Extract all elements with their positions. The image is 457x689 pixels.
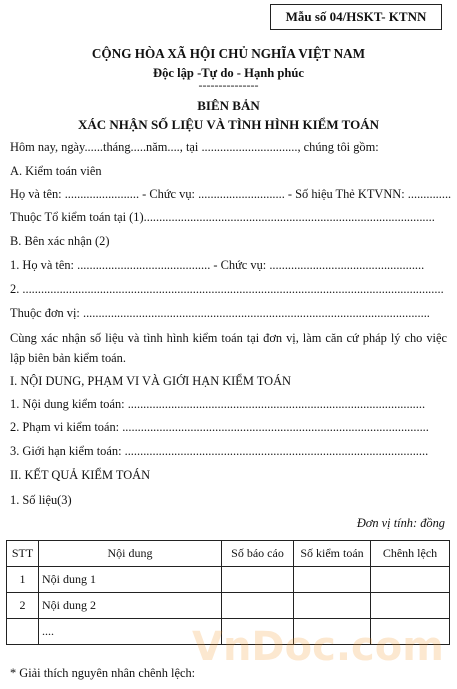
cell-audited: [294, 593, 371, 619]
section-a-heading: A. Kiểm toán viên: [10, 164, 102, 178]
cell-reported: [222, 593, 294, 619]
table-header-row: [7, 541, 450, 567]
document-title: BIÊN BẢN: [197, 98, 260, 113]
audit-limit-line: 3. Giới hạn kiểm toán: ..................................................................................................: [10, 444, 429, 458]
cell-stt: [7, 619, 39, 645]
audit-content-line: 1. Nội dung kiểm toán: ................................................................................................: [10, 397, 426, 411]
cell-difference: [371, 593, 450, 619]
section-b-heading: B. Bên xác nhận (2): [10, 234, 110, 248]
form-code-box: Mẫu số 04/HSKT- KTNN: [270, 4, 442, 30]
intro-line: Hôm nay, ngày......tháng.....năm...., tại ..............................., chúng tôi gồm:: [10, 140, 379, 154]
confirmer-1-line: 1. Họ và tên: ........................................... - Chức vụ: ..................................................: [10, 258, 425, 272]
cell-stt: 2: [7, 593, 39, 619]
agreement-paragraph: Cùng xác nhận số liệu và tình hình kiểm toán tại đơn vị, làm căn cứ pháp lý cho việc lập biên bản kiểm toán.: [10, 331, 447, 365]
cell-content: Nội dung 2: [39, 593, 222, 619]
table-row: [7, 593, 450, 619]
unit-note: Đơn vị tính: đồng: [356, 516, 445, 530]
table-row: [7, 567, 450, 593]
document-subtitle: XÁC NHẬN SỐ LIỆU VÀ TÌNH HÌNH KIỂM TOÁN: [78, 117, 379, 132]
watermark-logo: VnDoc.com: [192, 624, 444, 670]
motto: Độc lập -Tự do - Hạnh phúc: [152, 66, 305, 80]
cell-content: ....: [39, 619, 222, 645]
confirmer-2-line: 2. ........................................................................................................................................: [10, 282, 444, 296]
header-content: Nội dung: [39, 541, 222, 567]
footnote-line: * Giải thích nguyên nhân chênh lệch:: [10, 666, 196, 680]
audit-scope-line: 2. Phạm vi kiểm toán: ...................................................................................................: [10, 420, 429, 434]
auditor-line: Họ và tên: ........................ - Chức vụ: ............................ - Số hiệu Thẻ KTVNN: ..............: [10, 187, 452, 201]
team-line: Thuộc Tổ kiểm toán tại (1)..............................................................................................: [10, 210, 435, 224]
header-audited: Số kiểm toán: [294, 541, 371, 567]
header-difference: Chênh lệch: [371, 541, 450, 567]
header-divider: ---------------: [198, 78, 259, 92]
section-1-heading: I. NỘI DUNG, PHẠM VI VÀ GIỚI HẠN KIỂM TOÁN: [10, 374, 291, 388]
nation-header: CỘNG HÒA XÃ HỘI CHỦ NGHĨA VIỆT NAM: [91, 46, 366, 61]
cell-stt: 1: [7, 567, 39, 593]
cell-reported: [222, 567, 294, 593]
unit-line: Thuộc đơn vị: ................................................................................................................: [10, 306, 430, 320]
cell-content: Nội dung 1: [39, 567, 222, 593]
figures-heading: 1. Số liệu(3): [10, 493, 72, 507]
section-2-heading: II. KẾT QUẢ KIỂM TOÁN: [10, 468, 151, 482]
cell-audited: [294, 567, 371, 593]
cell-difference: [371, 567, 450, 593]
header-stt: STT: [7, 541, 39, 567]
header-reported: Số báo cáo: [222, 541, 294, 567]
